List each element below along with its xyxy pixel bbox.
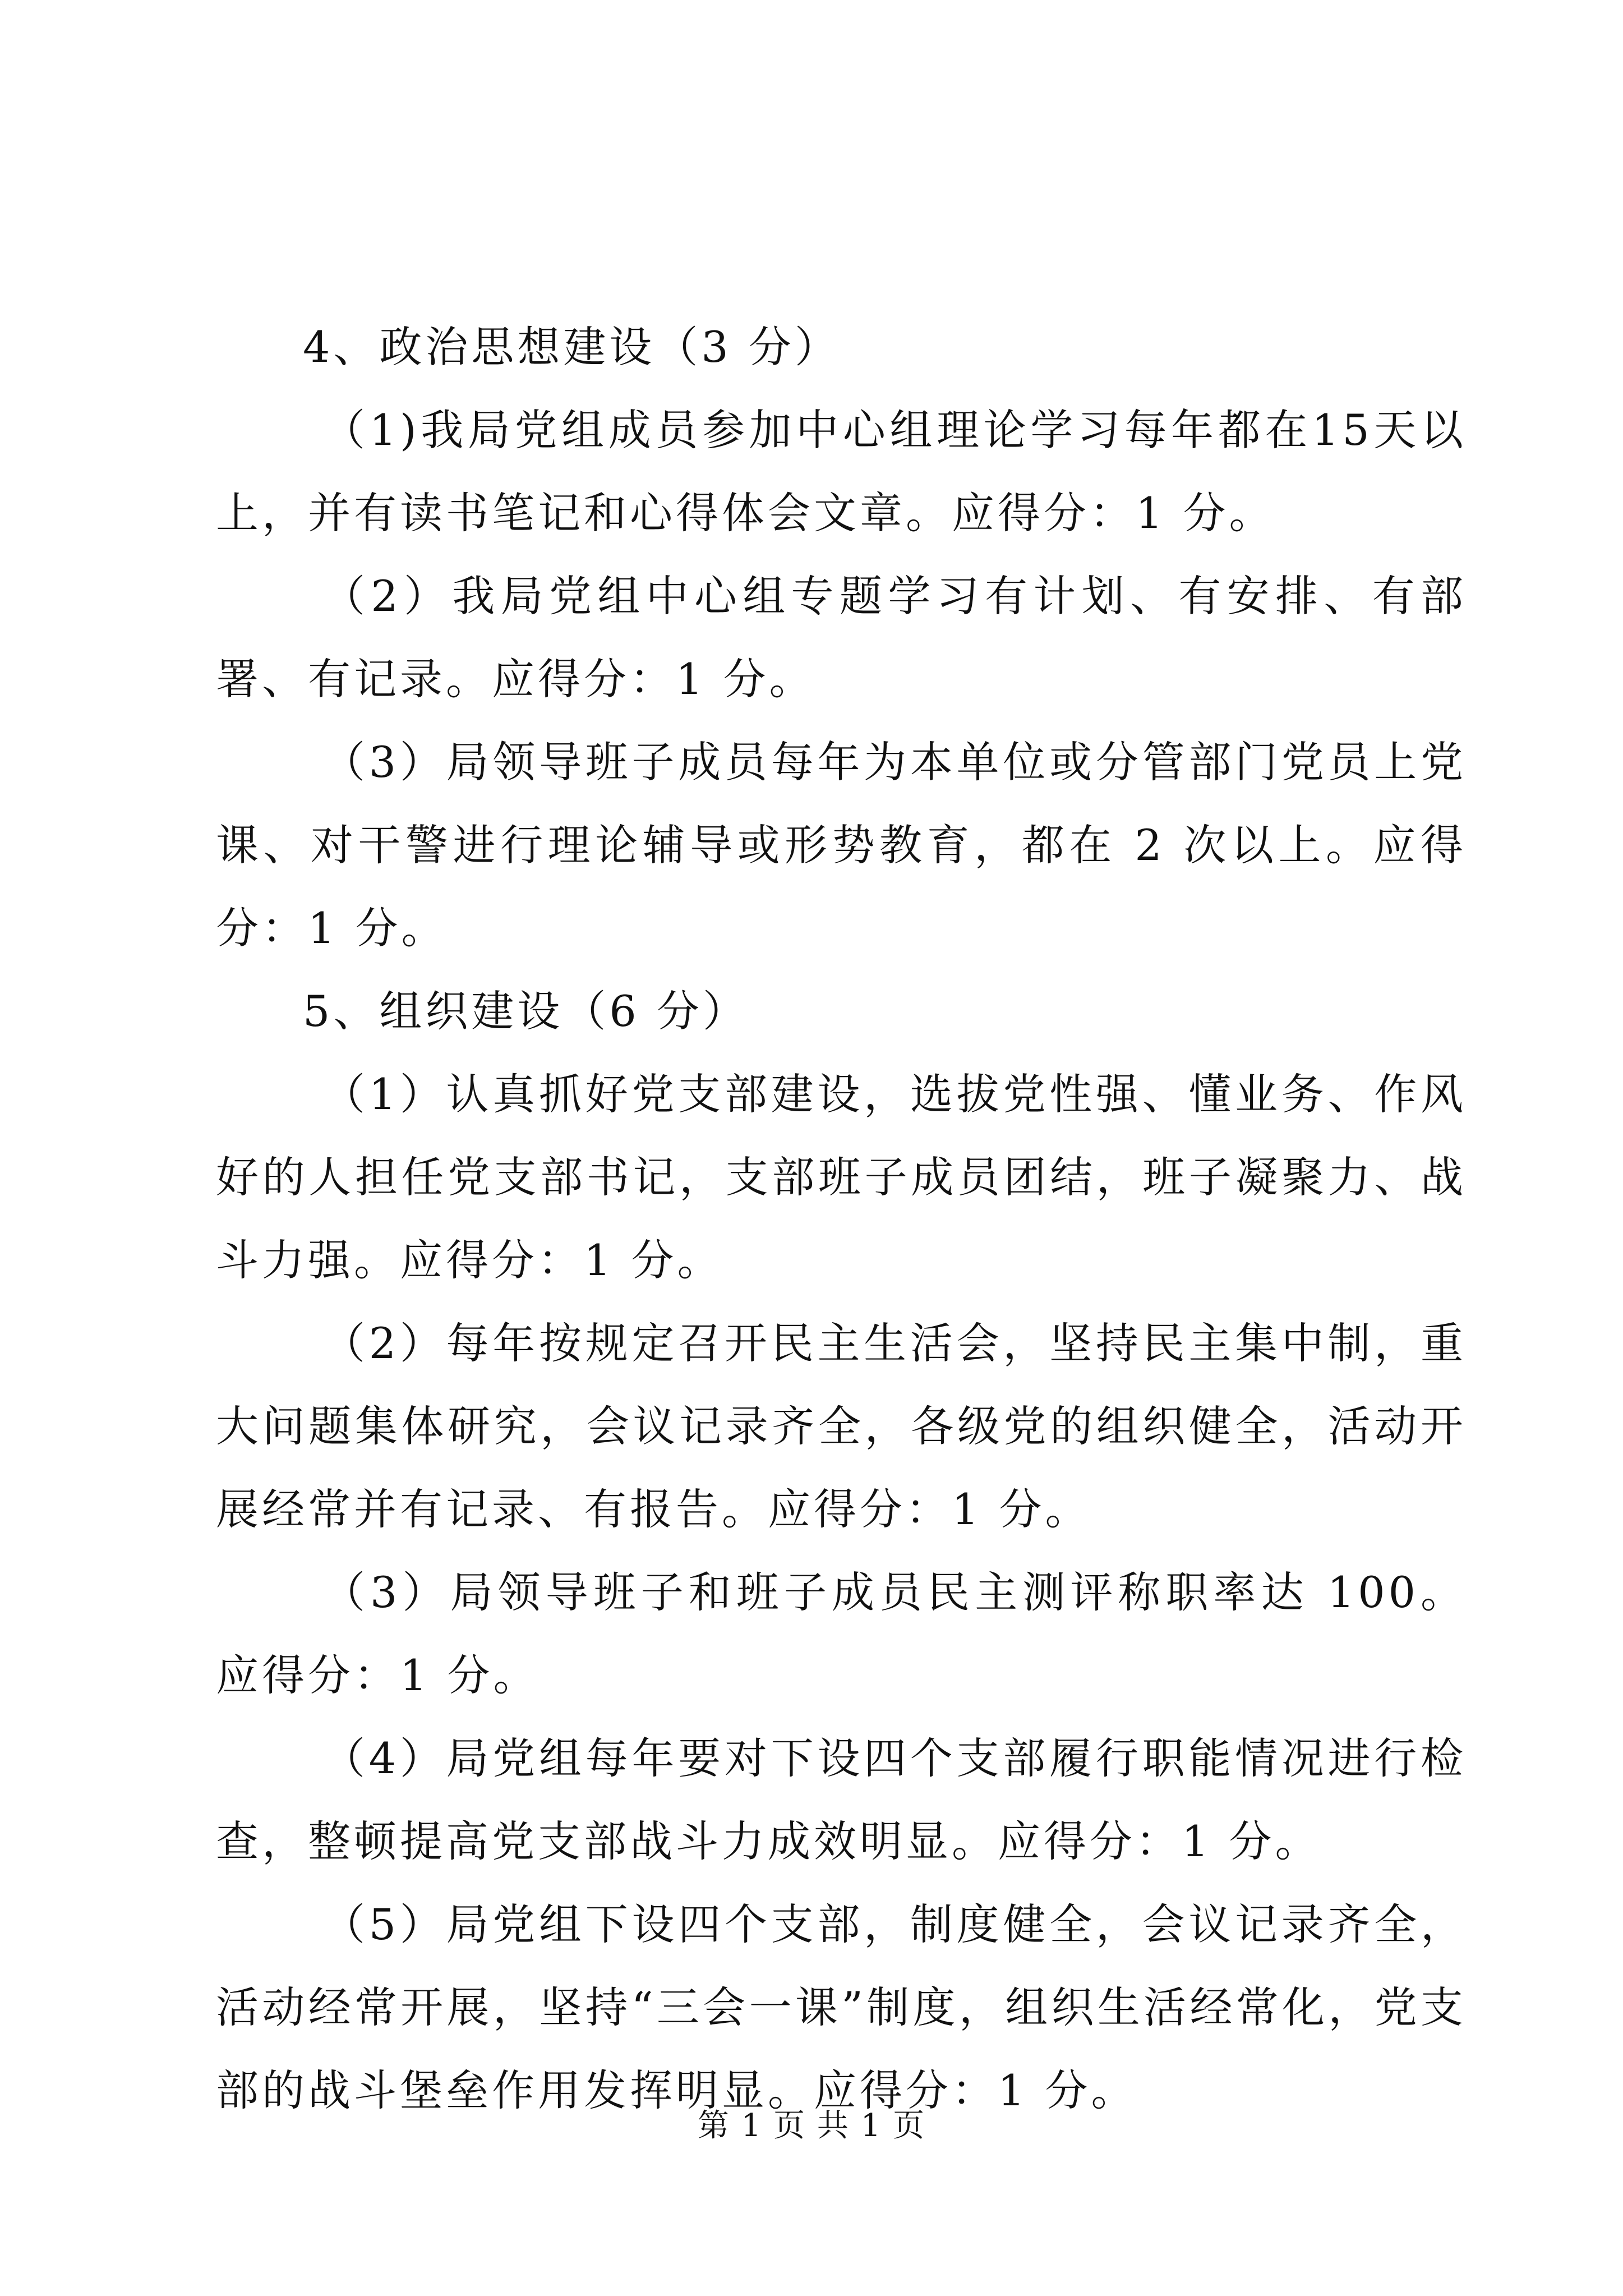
page-footer: 第 1 页 共 1 页 (697, 2108, 926, 2144)
document-body (216, 306, 1467, 2132)
section-heading-political: 4、政治思想建设（3 分） (303, 322, 841, 372)
list-item: （2）每年按规定召开民主生活会，坚持民主集中制，重大问题集体研究，会议记录齐全，各级党的组织健全，活动开展经常并有记录、有报告。应得分：1 分。 (216, 1318, 1467, 1534)
list-item: （1)我局党组成员参加中心组理论学习每年都在15天以上，并有读书笔记和心得体会文章。应得分：1 分。 (216, 405, 1467, 538)
list-item: （3）局领导班子和班子成员民主测评称职率达 100。应得分：1 分。 (216, 1567, 1467, 1700)
list-item: （2）我局党组中心组专题学习有计划、有安排、有部署、有记录。应得分：1 分。 (216, 571, 1467, 704)
list-item: （3）局领导班子成员每年为本单位或分管部门党员上党课、对干警进行理论辅导或形势教育，都在 2 次以上。应得分：1 分。 (216, 737, 1467, 953)
list-item: （4）局党组每年要对下设四个支部履行职能情况进行检查，整顿提高党支部战斗力成效明显。应得分：1 分。 (216, 1733, 1467, 1866)
list-item: （1）认真抓好党支部建设，选拔党性强、懂业务、作风好的人担任党支部书记，支部班子成员团结，班子凝聚力、战斗力强。应得分：1 分。 (216, 1069, 1467, 1285)
section-heading-organization: 5、组织建设（6 分） (303, 986, 749, 1036)
list-item: （5）局党组下设四个支部，制度健全，会议记录齐全，活动经常开展，坚持“三会一课”制度，组织生活经常化，党支部的战斗堡垒作用发挥明显。应得分：1 分。 (216, 1899, 1467, 2115)
